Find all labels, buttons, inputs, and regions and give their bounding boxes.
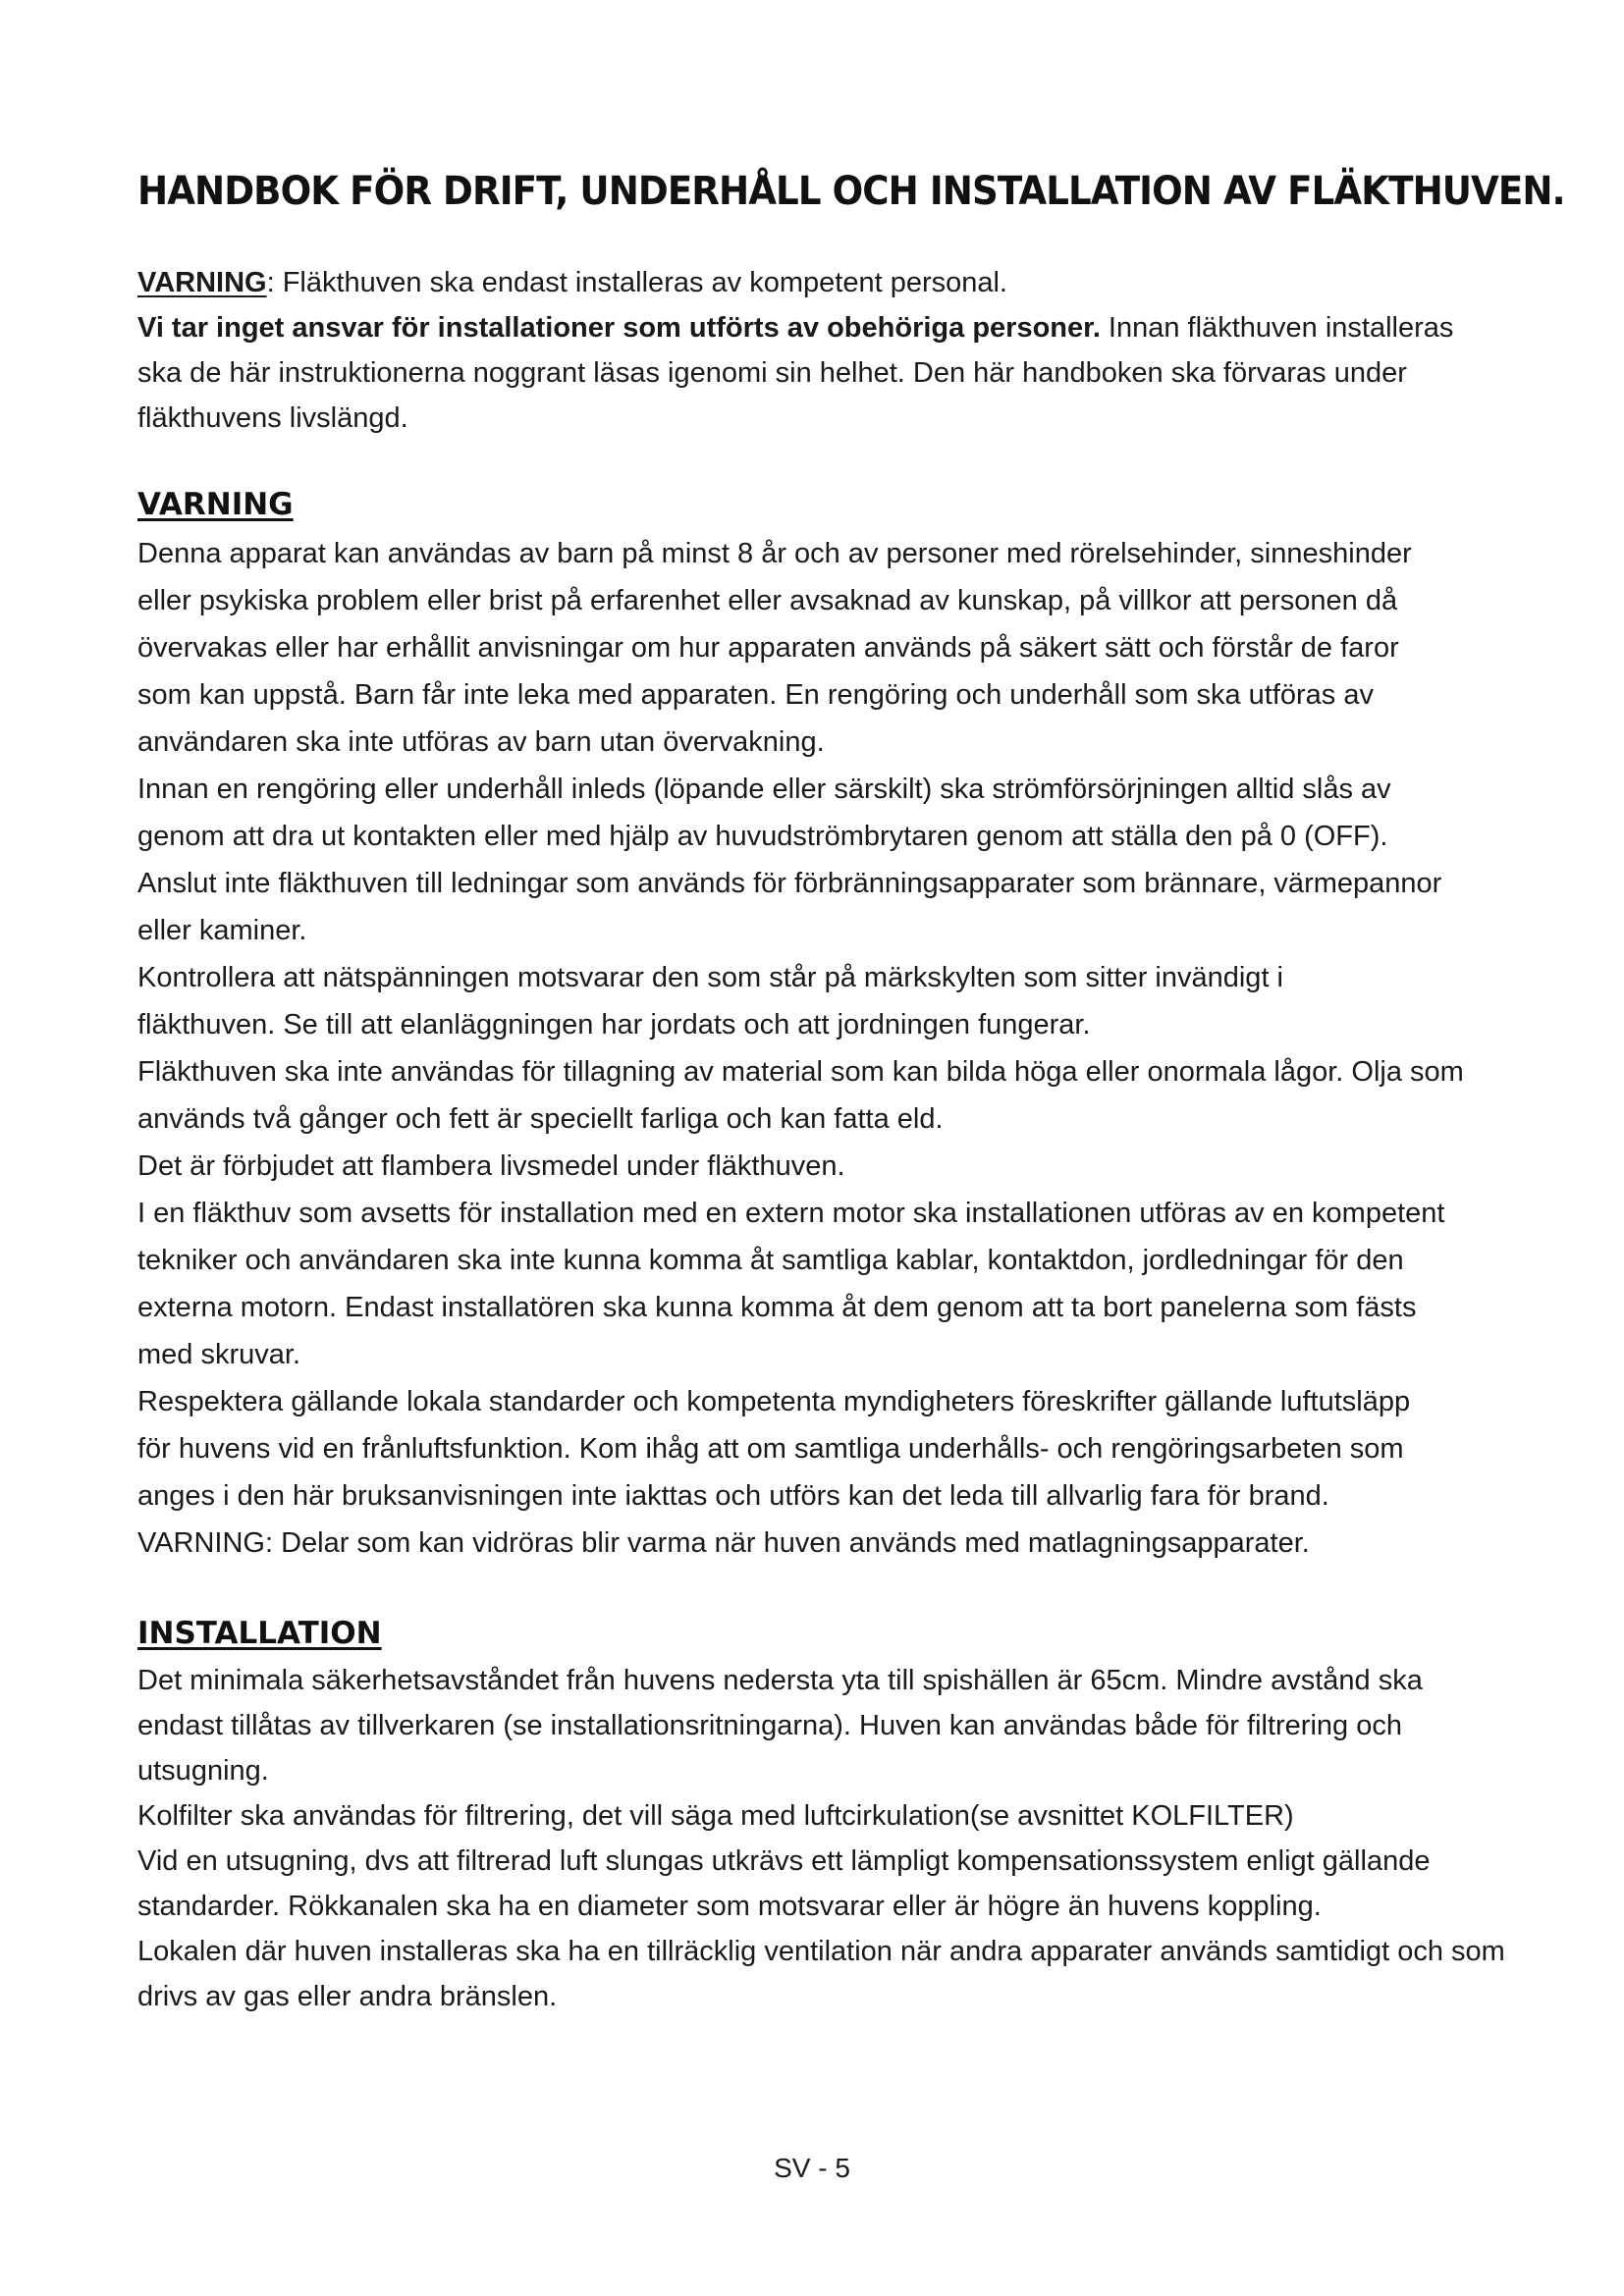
intro-line-1 (137, 259, 1532, 306)
warning-line: övervakas eller har erhållit anvisningar om hur apparaten används på säkert sätt och förstår de faror (137, 632, 1399, 664)
page-number: SV - 5 (774, 2153, 850, 2183)
intro-disclaimer-text: Innan fläkthuven installeras (1100, 312, 1454, 344)
warning-line: I en fläkthuv som avsetts för installation med en extern motor ska installationen utföras av en kompetent (137, 1198, 1445, 1229)
warning-line: Innan en rengöring eller underhåll inleds (löpande eller särskilt) ska strömförsörjningen alltid slås av (137, 774, 1391, 805)
warning-line: genom att dra ut kontakten eller med hjälp av huvudströmbrytaren genom att ställa den på 0 (OFF). (137, 821, 1388, 852)
installation-heading: INSTALLATION (137, 1616, 382, 1651)
page-title: HANDBOK FÖR DRIFT, UNDERHÅLL OCH INSTALLATION AV FLÄKTHUVEN. (137, 169, 1565, 214)
intro-line-4: fläkthuvens livslängd. (137, 402, 408, 434)
warning-line: fläkthuven. Se till att elanläggningen har jordats och att jordningen fungerar. (137, 1009, 1091, 1041)
warning-line: med skruvar. (137, 1339, 300, 1370)
intro-warning-label: VARNING (137, 267, 267, 298)
warning-line: externa motorn. Endast installatören ska kunna komma åt dem genom att ta bort panelerna som fästs (137, 1292, 1417, 1323)
warning-heading: VARNING (137, 487, 294, 522)
warning-line: Respektera gällande lokala standarder och kompetenta myndigheters föreskrifter gällande luftutsläpp (137, 1386, 1411, 1417)
warning-line: Anslut inte fläkthuven till ledningar som används för förbränningsapparater som brännare, värmepannor (137, 868, 1442, 899)
installation-line: Kolfilter ska användas för filtrering, det vill säga med luftcirkulation(se avsnittet KOLFILTER) (137, 1800, 1294, 1832)
warning-line: Kontrollera att nätspänningen motsvarar den som står på märkskylten som sitter invändigt i (137, 962, 1283, 993)
intro-line-3: ska de här instruktionerna noggrant läsas igenomi sin helhet. Den här handboken ska förvaras under (137, 357, 1407, 389)
installation-line: standarder. Rökkanalen ska ha en diameter som motsvarar eller är högre än huvens koppling. (137, 1891, 1322, 1922)
warning-line: Det är förbjudet att flambera livsmedel under fläkthuven. (137, 1150, 845, 1182)
warning-line: eller kaminer. (137, 915, 307, 946)
intro-disclaimer-bold: Vi tar inget ansvar för installationer som utförts av obehöriga personer. (137, 312, 1101, 344)
warning-line: VARNING: Delar som kan vidröras blir varma när huven används med matlagningsapparater. (137, 1527, 1310, 1559)
intro-line-2 (137, 304, 1532, 351)
installation-line: utsugning. (137, 1755, 269, 1787)
warning-line: för huvens vid en frånluftsfunktion. Kom ihåg att om samtliga underhålls- och rengöringsarbeten som (137, 1433, 1404, 1465)
installation-line: Lokalen där huven installeras ska ha en tillräcklig ventilation när andra apparater används samtidigt och som (137, 1936, 1505, 1967)
warning-line: anges i den här bruksanvisningen inte iakttas och utförs kan det leda till allvarlig fara för brand. (137, 1480, 1329, 1512)
warning-line: Fläkthuven ska inte användas för tillagning av material som kan bilda höga eller onormala lågor. Olja som (137, 1056, 1464, 1088)
warning-line: tekniker och användaren ska inte kunna komma åt samtliga kablar, kontaktdon, jordledningar för den (137, 1245, 1404, 1276)
warning-line: Denna apparat kan användas av barn på minst 8 år och av personer med rörelsehinder, sinneshinder (137, 538, 1412, 569)
warning-line: används två gånger och fett är speciellt farliga och kan fatta eld. (137, 1103, 944, 1135)
installation-line: Det minimala säkerhetsavståndet från huvens nedersta yta till spishällen är 65cm. Mindre avstånd ska (137, 1665, 1423, 1696)
warning-line: användaren ska inte utföras av barn utan övervakning. (137, 726, 825, 758)
warning-line: som kan uppstå. Barn får inte leka med apparaten. En rengöring och underhåll som ska utföras av (137, 679, 1374, 711)
installation-line: drivs av gas eller andra bränslen. (137, 1981, 558, 2012)
warning-line: eller psykiska problem eller brist på erfarenhet eller avsaknad av kunskap, på villkor att personen då (137, 585, 1398, 616)
installation-line: Vid en utsugning, dvs att filtrerad luft slungas utkrävs ett lämpligt kompensationssystem enligt gällande (137, 1845, 1431, 1877)
intro-warning-text: : Fläkthuven ska endast installeras av kompetent personal. (266, 267, 1007, 298)
installation-line: endast tillåtas av tillverkaren (se installationsritningarna). Huven kan användas både för filtrering och (137, 1710, 1402, 1741)
